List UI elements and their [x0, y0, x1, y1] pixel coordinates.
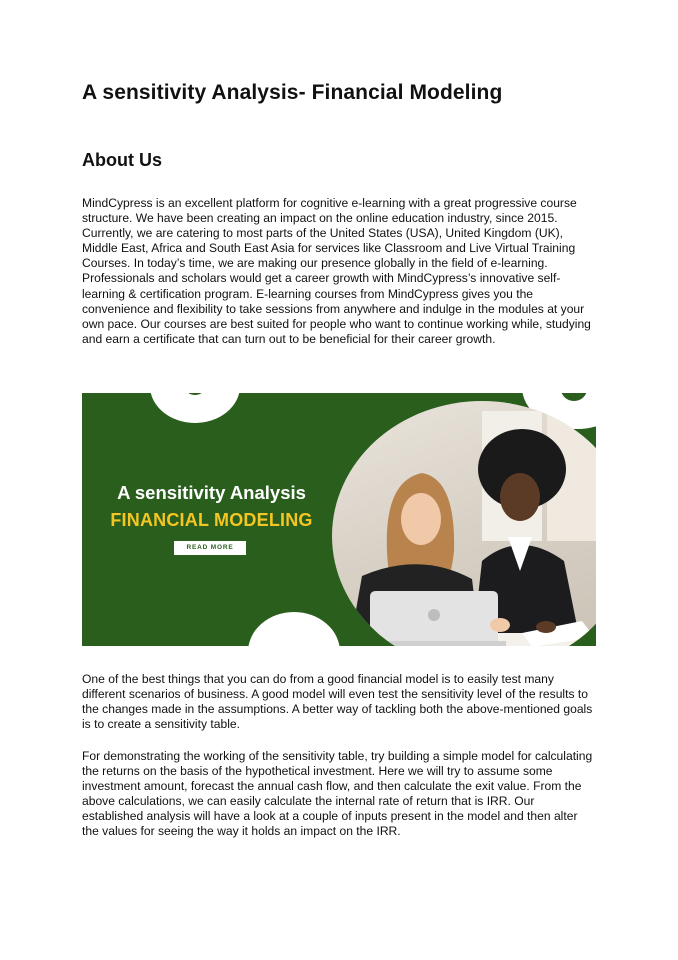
banner-title: A sensitivity Analysis — [117, 482, 306, 503]
hand-right — [536, 621, 556, 633]
promo-banner — [82, 393, 596, 646]
face-left — [401, 493, 441, 545]
banner-photo — [332, 401, 596, 646]
decorative-circle-bottom — [248, 612, 340, 646]
document-title: A sensitivity Analysis- Financial Modeling — [82, 81, 503, 104]
about-us-paragraph: MindCypress is an excellent platform for cognitive e-learning with a great progressive course structure. We have been creating an impact on the online education industry, since 2015. Currently, we are catering to most parts of the United States (USA), United Kingdom (UK), Middle East, Africa and South East Asia for services like Classroom and Live Virtual Training Courses. In today’s time, we are making our presence globally in the field of e-learning. Professionals and scholars would get a career growth with MindCypress’s innovative self-learning & certification program. E-learning courses from MindCypress gives you the convenience and flexibility to take sessions from anywhere and indulge in the modules at your own pace. Our courses are best suited for people who want to continue working while, studying and earn a certificate that can turn out to be beneficial for their career growth. — [82, 196, 591, 346]
women-with-laptop-illustration — [332, 401, 596, 646]
face-right — [500, 473, 540, 521]
read-more-button[interactable]: READ MORE — [174, 541, 246, 555]
decorative-circle-top — [150, 393, 240, 423]
about-us-heading: About Us — [82, 150, 162, 170]
laptop-logo — [428, 609, 440, 621]
sensitivity-table-paragraph: For demonstrating the working of the sensitivity table, try building a simple model for calculating the returns on the basis of the hypothetical investment. Here we will try to assume some investment amount, forecast the annual cash flow, and then calculate the exit value. From the above calculations, we can easily calculate the internal rate of return that is IRR. Our established analysis will have a look at a couple of inputs present in the model and then alter the values for seeing the way it holds an impact on the IRR. — [82, 749, 593, 839]
banner-subtitle: FINANCIAL MODELING — [110, 510, 313, 530]
hand-left — [490, 618, 510, 632]
laptop-base — [362, 641, 506, 646]
sensitivity-intro-paragraph: One of the best things that you can do from a good financial model is to easily test many different scenarios of business. A good model will even test the sensitivity level of the results to the changes made in the assumptions. A better way of tackling both the above-mentioned goals is to create a sensitivity table. — [82, 672, 593, 732]
